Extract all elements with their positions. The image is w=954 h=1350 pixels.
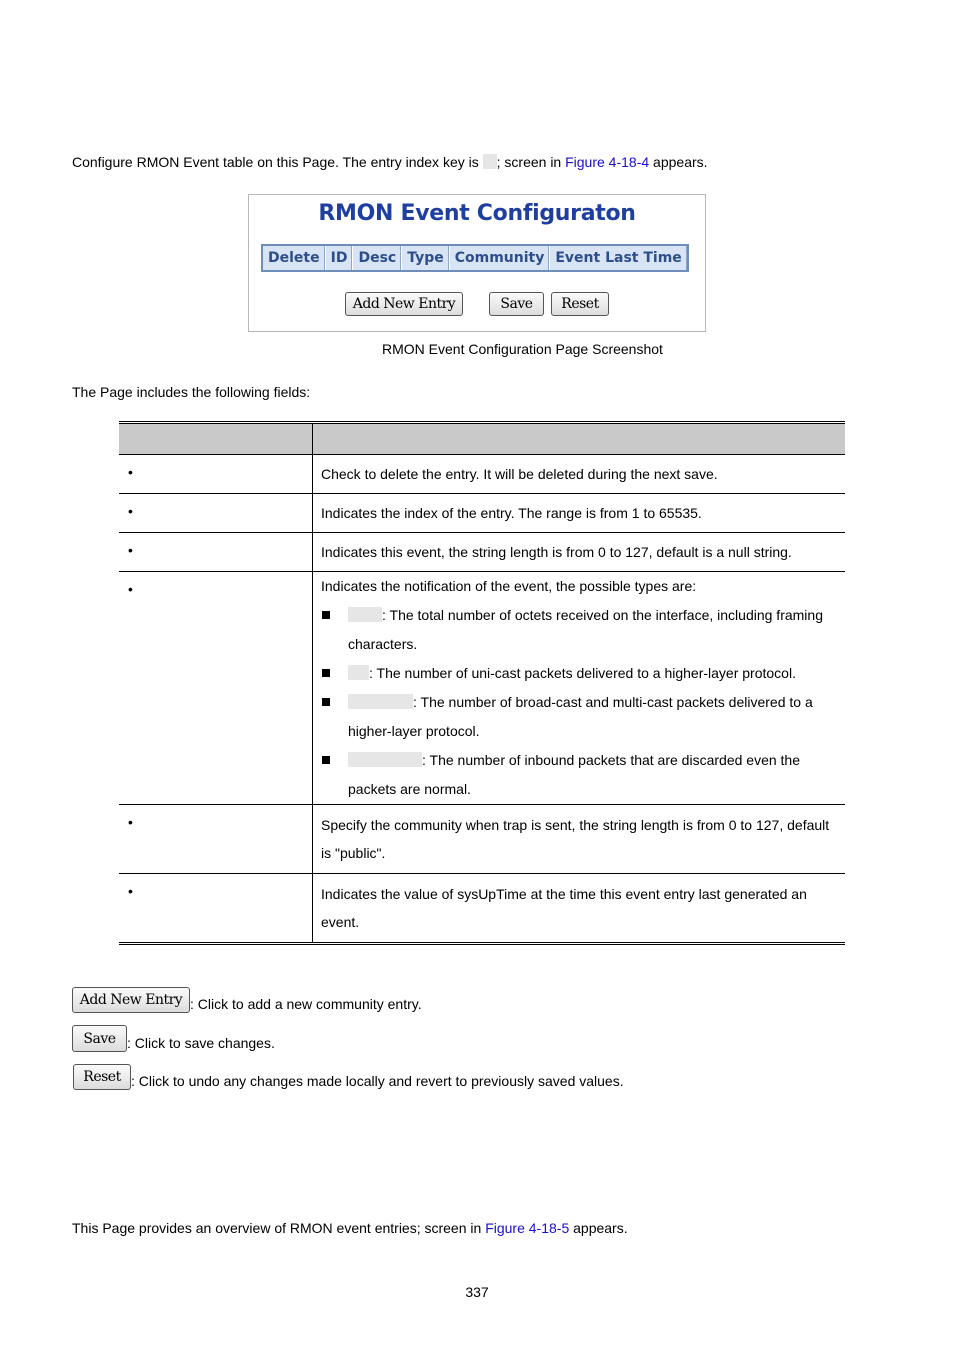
overview-paragraph: This Page provides an overview of RMON event entries; screen in Figure 4-18-5 appears. — [72, 1220, 628, 1236]
list-item: : The total number of octets received on the interface, including framing characters. — [321, 601, 837, 659]
row-description: Specify the community when trap is sent, the string length is from 0 to 127, default is "public". — [321, 817, 830, 861]
col-event-last-time: Event Last Time — [549, 246, 686, 270]
row-description: Indicates this event, the string length is from 0 to 127, default is a null string. — [321, 544, 792, 560]
type-name-highlight — [348, 665, 369, 680]
intro-text-end: appears. — [649, 154, 708, 170]
col-desc: Desc — [352, 246, 401, 270]
bullet: • — [128, 542, 133, 558]
figure-caption: RMON Event Configuration Page Screenshot — [382, 341, 663, 357]
intro-paragraph — [72, 153, 708, 171]
add-button-help: Add New Entry : Click to add a new community entry. — [72, 987, 422, 1013]
fields-header-row — [119, 423, 845, 455]
col-type: Type — [401, 246, 449, 270]
list-item: : The number of inbound packets that are discarded even the packets are normal. — [321, 746, 837, 804]
type-name-highlight — [348, 694, 413, 709]
table-row — [119, 494, 845, 533]
square-bullet-icon — [322, 756, 330, 764]
fields-table — [119, 421, 845, 945]
table-row — [119, 533, 845, 572]
row-description: Indicates the value of sysUpTime at the time this event entry last generated an event. — [321, 886, 807, 930]
header-object — [119, 423, 313, 455]
save-button[interactable]: Save — [72, 1025, 127, 1052]
square-bullet-icon — [322, 698, 330, 706]
type-name-highlight — [348, 607, 382, 622]
col-id: ID — [325, 246, 353, 270]
figure-link[interactable]: Figure 4-18-5 — [485, 1220, 570, 1236]
intro-text: Configure RMON Event table on this Page. The entry index key is — [72, 154, 483, 170]
table-row — [119, 805, 845, 874]
square-bullet-icon — [322, 669, 330, 677]
reset-button[interactable]: Reset — [551, 292, 609, 316]
add-new-entry-button[interactable]: Add New Entry — [345, 292, 463, 316]
bullet: • — [128, 814, 133, 830]
bullet: • — [128, 883, 133, 899]
col-delete: Delete — [263, 246, 325, 270]
col-community: Community — [449, 246, 550, 270]
page-number: 337 — [465, 1284, 489, 1300]
row-description: Indicates the index of the entry. The range is from 1 to 65535. — [321, 505, 702, 521]
rmon-event-screenshot — [248, 194, 706, 332]
table-row — [119, 455, 845, 494]
table-row — [119, 572, 845, 805]
list-item: : The number of broad-cast and multi-cast packets delivered to a higher-layer protocol. — [321, 688, 837, 746]
event-config-table — [261, 244, 689, 272]
screenshot-title: RMON Event Configuraton — [318, 201, 636, 226]
type-name-highlight — [348, 752, 422, 767]
figure-link[interactable]: Figure 4-18-4 — [565, 154, 650, 170]
bullet: • — [128, 581, 133, 597]
index-key-highlight — [483, 154, 497, 169]
intro-text-middle: ; screen in — [496, 154, 566, 170]
reset-button-help: Reset : Click to undo any changes made locally and revert to previously saved values. — [73, 1064, 624, 1090]
add-new-entry-button[interactable]: Add New Entry — [72, 987, 190, 1013]
fields-intro: The Page includes the following fields: — [72, 384, 311, 400]
square-bullet-icon — [322, 611, 330, 619]
row-description: Indicates the notification of the event, the possible types are: — [321, 578, 697, 594]
row-description: Check to delete the entry. It will be deleted during the next save. — [321, 466, 718, 482]
save-button[interactable]: Save — [489, 292, 544, 316]
bullet: • — [128, 503, 133, 519]
list-item: : The number of uni-cast packets delivered to a higher-layer protocol. — [321, 659, 837, 688]
reset-button[interactable]: Reset — [73, 1064, 131, 1090]
table-row — [119, 874, 845, 944]
save-button-help: Save : Click to save changes. — [72, 1025, 275, 1052]
header-description — [313, 423, 846, 455]
bullet: • — [128, 464, 133, 480]
